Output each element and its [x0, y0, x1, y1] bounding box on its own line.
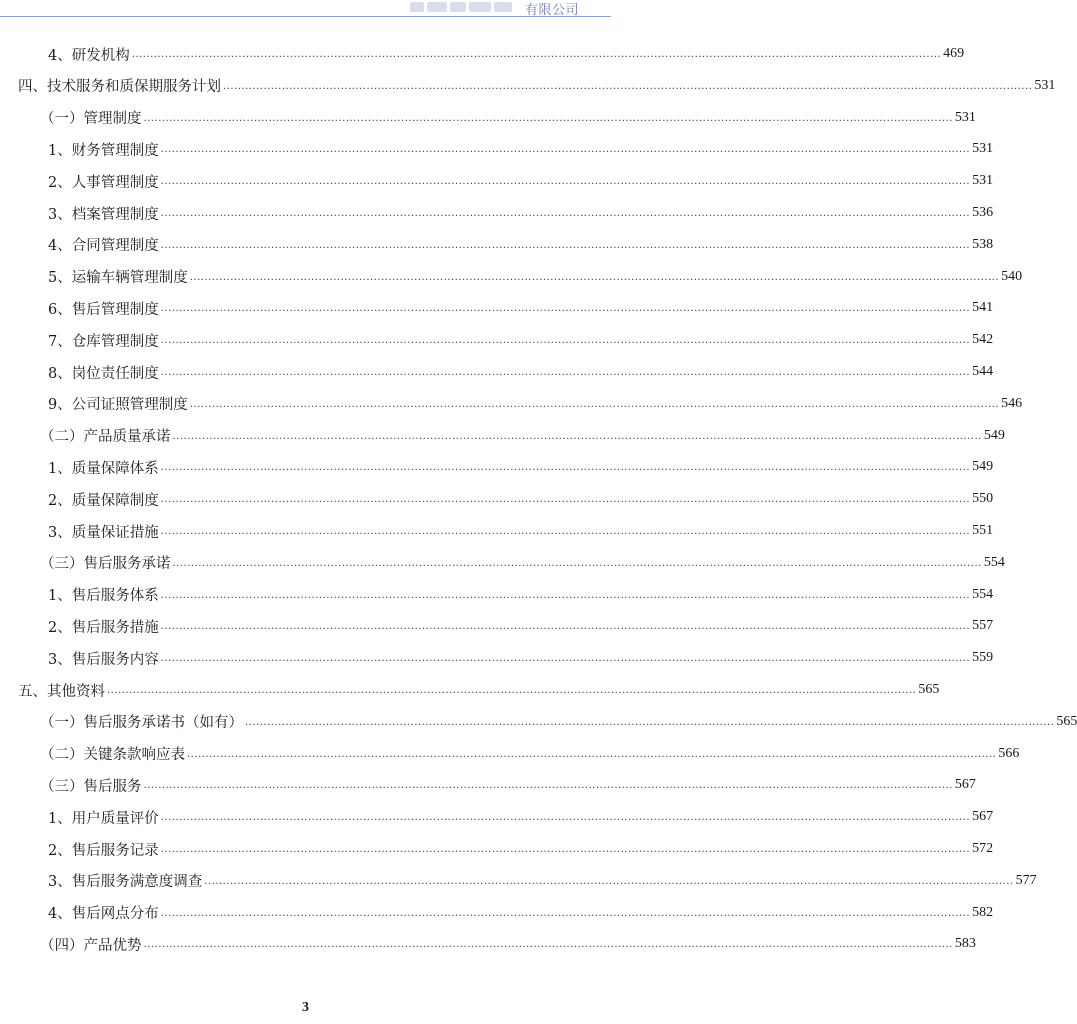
- toc-entry-label: （三）售后服务承诺: [40, 556, 171, 573]
- toc-entry-page: 567: [954, 777, 976, 793]
- toc-dot-leader: ............................................................................................................................................................................................................................: [172, 430, 982, 442]
- toc-entry[interactable]: [48, 202, 994, 224]
- toc-dot-leader: ............................................................................................................................................................................................................................: [223, 80, 1033, 92]
- toc-entry-page: 531: [1034, 77, 1056, 93]
- toc-entry[interactable]: [48, 234, 994, 256]
- toc-entry-page: 572: [972, 841, 994, 856]
- toc-dot-leader: ............................................................................................................................................................................................................................: [160, 907, 971, 919]
- toc-dot-leader: ............................................................................................................................................................................................................................: [143, 112, 953, 124]
- toc-entry[interactable]: [40, 743, 1020, 765]
- toc-dot-leader: ............................................................................................................................................................................................................................: [189, 398, 1000, 410]
- toc-entry-label: 2、售后服务措施: [48, 619, 159, 636]
- toc-entry[interactable]: [48, 615, 994, 637]
- toc-dot-leader: ............................................................................................................................................................................................................................: [160, 589, 971, 601]
- toc-entry-page: 536: [972, 205, 994, 220]
- toc-entry-page: 549: [983, 427, 1005, 443]
- toc-dot-leader: ............................................................................................................................................................................................................................: [160, 367, 971, 378]
- toc-entry[interactable]: [48, 520, 994, 542]
- header-company-suffix: 有限公司: [524, 3, 579, 18]
- toc-entry-label: 6、售后管理制度: [48, 301, 159, 318]
- toc-entry[interactable]: [40, 107, 976, 129]
- toc-entry[interactable]: [48, 297, 994, 319]
- toc-entry[interactable]: [48, 806, 994, 828]
- toc-entry-page: 531: [954, 109, 976, 125]
- toc-entry-label: 2、质量保障制度: [48, 492, 159, 509]
- toc-dot-leader: ............................................................................................................................................................................................................................: [189, 271, 1000, 283]
- toc-entry[interactable]: [48, 43, 965, 65]
- toc-entry[interactable]: [48, 329, 994, 351]
- toc-entry-label: （二）关键条款响应表: [40, 747, 185, 764]
- toc-entry-label: 1、用户质量评价: [48, 810, 159, 827]
- toc-dot-leader: ............................................................................................................................................................................................................................: [160, 844, 971, 855]
- toc-entry-label: 1、售后服务体系: [48, 588, 159, 605]
- toc-dot-leader: ............................................................................................................................................................................................................................: [143, 780, 953, 792]
- toc-entry[interactable]: [48, 138, 994, 160]
- toc-entry-label: 4、合同管理制度: [48, 238, 159, 255]
- toc-dot-leader: ............................................................................................................................................................................................................................: [160, 653, 971, 665]
- redacted-company-name: [410, 2, 518, 14]
- toc-entry[interactable]: [48, 584, 994, 606]
- toc-dot-leader: ............................................................................................................................................................................................................................: [160, 526, 971, 537]
- toc-entry[interactable]: [48, 902, 994, 924]
- toc-dot-leader: ............................................................................................................................................................................................................................: [160, 208, 971, 219]
- toc-entry-label: 5、运输车辆管理制度: [48, 270, 188, 287]
- toc-dot-leader: ............................................................................................................................................................................................................................: [160, 335, 971, 347]
- toc-entry-label: （一）管理制度: [40, 111, 142, 128]
- toc-entry-label: 3、售后服务满意度调查: [48, 874, 203, 891]
- toc-dot-leader: ............................................................................................................................................................................................................................: [160, 494, 971, 506]
- toc-entry-label: 8、岗位责任制度: [48, 365, 159, 382]
- toc-entry-page: 582: [972, 904, 994, 920]
- toc-entry[interactable]: [48, 361, 994, 383]
- toc-entry[interactable]: [48, 488, 994, 510]
- toc-entry[interactable]: [18, 75, 1056, 97]
- toc-dot-leader: ............................................................................................................................................................................................................................: [172, 557, 982, 569]
- page-header: [0, 0, 611, 22]
- toc-entry-page: 551: [972, 523, 994, 538]
- toc-entry-label: 1、财务管理制度: [48, 142, 159, 159]
- toc-entry-label: 2、人事管理制度: [48, 174, 159, 191]
- toc-dot-leader: ............................................................................................................................................................................................................................: [160, 462, 971, 474]
- toc-entry-page: 554: [972, 586, 994, 602]
- toc-entry[interactable]: [48, 266, 1023, 288]
- page-number: 3: [302, 1000, 309, 1015]
- toc-entry[interactable]: [48, 647, 994, 669]
- toc-dot-leader: ............................................................................................................................................................................................................................: [187, 748, 997, 760]
- toc-dot-leader: ............................................................................................................................................................................................................................: [160, 303, 971, 315]
- toc-entry-page: 583: [954, 936, 976, 952]
- toc-entry-page: 577: [1015, 872, 1037, 888]
- toc-entry-label: 3、质量保证措施: [48, 524, 159, 541]
- toc-entry-label: 4、售后网点分布: [48, 906, 159, 923]
- toc-entry[interactable]: [48, 170, 994, 192]
- toc-entry-page: 542: [972, 332, 994, 348]
- toc-dot-leader: ............................................................................................................................................................................................................................: [131, 49, 942, 60]
- toc-dot-leader: ............................................................................................................................................................................................................................: [160, 144, 971, 156]
- toc-entry-page: 541: [972, 300, 994, 316]
- toc-entry-label: （一）售后服务承诺书（如有）: [40, 715, 243, 732]
- toc-entry[interactable]: [40, 774, 976, 796]
- toc-dot-leader: ............................................................................................................................................................................................................................: [160, 176, 971, 188]
- toc-dot-leader: ............................................................................................................................................................................................................................: [107, 685, 917, 696]
- toc-entry-page: 469: [943, 46, 965, 61]
- toc-entry-label: 3、档案管理制度: [48, 206, 159, 223]
- header-divider: [0, 16, 611, 17]
- toc-entry[interactable]: [48, 870, 1037, 892]
- toc-entry-page: 531: [972, 173, 994, 189]
- toc-dot-leader: ............................................................................................................................................................................................................................: [160, 812, 971, 824]
- toc-entry-page: 546: [1001, 395, 1023, 411]
- toc-entry-label: 1、质量保障体系: [48, 460, 159, 477]
- toc-entry-label: 四、技术服务和质保期服务计划: [18, 79, 221, 96]
- toc-entry-page: 566: [998, 745, 1020, 761]
- toc-entry[interactable]: [40, 711, 1077, 733]
- toc-entry[interactable]: [40, 552, 1005, 574]
- toc-entry[interactable]: [48, 393, 1023, 415]
- toc-entry-label: 五、其他资料: [18, 683, 105, 700]
- toc-entry-page: 531: [972, 141, 994, 157]
- toc-dot-leader: ............................................................................................................................................................................................................................: [204, 875, 1014, 887]
- toc-entry[interactable]: [40, 425, 1005, 447]
- toc-entry-page: 565: [918, 682, 940, 697]
- toc-entry-label: （四）产品优势: [40, 937, 142, 954]
- toc-entry[interactable]: [40, 933, 976, 955]
- toc-entry-page: 540: [1001, 268, 1023, 284]
- toc-entry-label: 4、研发机构: [48, 47, 130, 64]
- toc-entry-label: 7、仓库管理制度: [48, 333, 159, 350]
- toc-entry-page: 549: [972, 459, 994, 475]
- toc-entry-page: 550: [972, 491, 994, 507]
- toc-entry[interactable]: [48, 456, 994, 478]
- toc-dot-leader: ............................................................................................................................................................................................................................: [143, 939, 953, 951]
- toc-dot-leader: ............................................................................................................................................................................................................................: [160, 239, 971, 251]
- toc-entry-label: （三）售后服务: [40, 778, 142, 795]
- toc-entry-page: 554: [983, 554, 1005, 570]
- toc-entry-label: 3、售后服务内容: [48, 651, 159, 668]
- toc-entry-page: 565: [1056, 713, 1077, 729]
- toc-entry-page: 538: [972, 236, 994, 252]
- toc-entry-page: 567: [972, 809, 994, 825]
- toc-entry-page: 544: [972, 364, 994, 379]
- toc-entry[interactable]: [48, 838, 994, 860]
- toc-entry-label: 2、售后服务记录: [48, 842, 159, 859]
- toc-entry-page: 557: [972, 618, 994, 634]
- toc-dot-leader: ............................................................................................................................................................................................................................: [160, 621, 971, 633]
- toc-entry-label: （二）产品质量承诺: [40, 429, 171, 446]
- toc-entry[interactable]: [18, 679, 940, 701]
- toc-entry-page: 559: [972, 650, 994, 666]
- toc-dot-leader: ............................................................................................................................................................................................................................: [245, 716, 1055, 728]
- toc-entry-label: 9、公司证照管理制度: [48, 397, 188, 414]
